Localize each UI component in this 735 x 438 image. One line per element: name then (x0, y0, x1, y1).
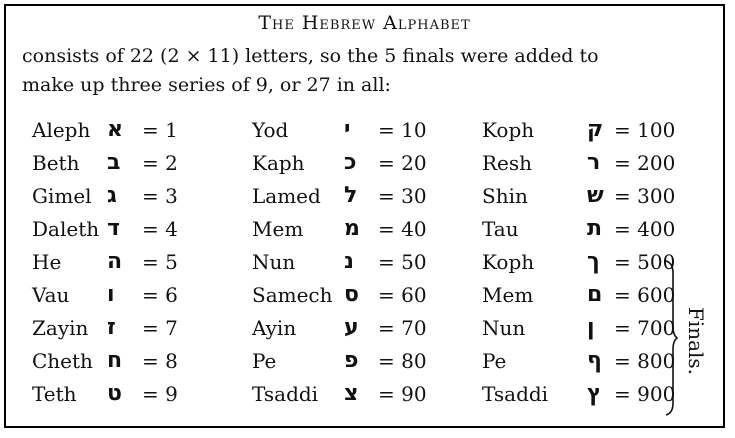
hebrew-letter-glyph: א (107, 117, 124, 142)
hebrew-letter-glyph: ט (107, 381, 122, 406)
letter-row (482, 147, 682, 180)
letter-name: Cheth (32, 349, 93, 373)
letter-value: = 600 (614, 283, 676, 307)
letter-value: = 700 (614, 316, 676, 340)
letter-name: Pe (252, 349, 277, 373)
letter-row (252, 114, 452, 147)
hebrew-letter-glyph: כ (344, 150, 357, 175)
letter-row (252, 246, 452, 279)
hebrew-letter-glyph: ג (107, 183, 117, 208)
page-frame (4, 4, 725, 428)
letter-value: = 50 (378, 250, 427, 274)
letter-row (252, 279, 452, 312)
letter-name: Daleth (32, 217, 100, 241)
letter-value: = 900 (614, 382, 676, 406)
letter-row (482, 213, 682, 246)
letter-name: Mem (482, 283, 534, 307)
letter-row (32, 213, 232, 246)
letter-value: = 90 (378, 382, 427, 406)
hebrew-letter-glyph: ד (107, 216, 120, 241)
letter-value: = 300 (614, 184, 676, 208)
letter-name: He (32, 250, 62, 274)
letter-value: = 3 (142, 184, 178, 208)
intro-line-1: consists of 22 (2 × 11) letters, so the 5 finals were added to (22, 45, 599, 67)
intro-text (22, 42, 717, 100)
letter-row (252, 378, 452, 411)
letter-value: = 5 (142, 250, 178, 274)
letter-row (482, 180, 682, 213)
hebrew-letter-glyph: י (344, 117, 351, 142)
letter-name: Vau (32, 283, 70, 307)
intro-line-2: make up three series of 9, or 27 in all: (22, 74, 391, 96)
letter-name: Nun (252, 250, 296, 274)
letter-row (482, 345, 682, 378)
letter-value: = 400 (614, 217, 676, 241)
hebrew-letter-glyph: ה (107, 249, 123, 274)
letter-value: = 60 (378, 283, 427, 307)
finals-label (676, 301, 716, 381)
hebrew-letter-glyph: מ (344, 216, 360, 241)
letter-value: = 2 (142, 151, 178, 175)
letter-name: Lamed (252, 184, 321, 208)
finals-label-text: Finals. (684, 306, 708, 376)
letter-value: = 200 (614, 151, 676, 175)
letter-name: Shin (482, 184, 528, 208)
letter-name: Mem (252, 217, 304, 241)
hebrew-letter-glyph: ת (587, 216, 603, 241)
hebrew-letter-glyph: ף (587, 348, 602, 373)
letter-value: = 70 (378, 316, 427, 340)
letter-value: = 4 (142, 217, 178, 241)
letter-name: Zayin (32, 316, 89, 340)
letter-row (482, 246, 682, 279)
hebrew-letter-glyph: ן (587, 315, 595, 340)
letter-name: Ayin (252, 316, 297, 340)
hebrew-letter-glyph: פ (344, 348, 359, 373)
letter-row (32, 180, 232, 213)
letter-value: = 30 (378, 184, 427, 208)
letter-name: Beth (32, 151, 80, 175)
letter-name: Kaph (252, 151, 305, 175)
letter-value: = 40 (378, 217, 427, 241)
page-title: The Hebrew Alphabet (258, 12, 471, 34)
letter-row (32, 345, 232, 378)
letter-name: Samech (252, 283, 333, 307)
letter-row (252, 312, 452, 345)
letter-name: Aleph (32, 118, 91, 142)
letter-value: = 1 (142, 118, 178, 142)
letter-name: Pe (482, 349, 507, 373)
hebrew-letter-glyph: ק (587, 117, 604, 142)
letter-name: Tsaddi (482, 382, 549, 406)
letter-row (482, 378, 682, 411)
hebrew-letter-glyph: ך (587, 249, 600, 274)
letter-row (252, 213, 452, 246)
letter-row (252, 180, 452, 213)
hebrew-letter-glyph: ו (107, 282, 115, 307)
letter-name: Yod (252, 118, 289, 142)
letter-name: Teth (32, 382, 77, 406)
letter-value: = 500 (614, 250, 676, 274)
hebrew-letter-glyph: ש (587, 183, 604, 208)
letter-value: = 10 (378, 118, 427, 142)
hebrew-letter-glyph: צ (344, 381, 359, 406)
letter-value: = 80 (378, 349, 427, 373)
hebrew-letter-glyph: ב (107, 150, 121, 175)
letter-name: Koph (482, 250, 535, 274)
letter-value: = 800 (614, 349, 676, 373)
hebrew-letter-glyph: ס (344, 282, 359, 307)
letter-row (482, 114, 682, 147)
letter-row (252, 345, 452, 378)
letter-row (482, 312, 682, 345)
letter-name: Tau (482, 217, 519, 241)
letter-value: = 8 (142, 349, 178, 373)
letter-row (32, 147, 232, 180)
hebrew-letter-glyph: ץ (587, 381, 602, 406)
letter-name: Koph (482, 118, 535, 142)
hebrew-letter-glyph: נ (344, 249, 354, 274)
letter-row (32, 279, 232, 312)
letter-row (482, 279, 682, 312)
letter-name: Tsaddi (252, 382, 319, 406)
letter-name: Nun (482, 316, 526, 340)
letter-value: = 20 (378, 151, 427, 175)
letter-name: Resh (482, 151, 533, 175)
letter-value: = 7 (142, 316, 178, 340)
letter-value: = 6 (142, 283, 178, 307)
letter-row (32, 312, 232, 345)
letter-row (32, 246, 232, 279)
hebrew-letter-glyph: ח (107, 348, 123, 373)
letter-value: = 9 (142, 382, 178, 406)
letter-value: = 100 (614, 118, 676, 142)
hebrew-letter-glyph: ם (587, 282, 603, 307)
letter-name: Gimel (32, 184, 92, 208)
hebrew-letter-glyph: ל (344, 183, 358, 208)
letter-row (32, 114, 232, 147)
hebrew-letter-glyph: ז (107, 315, 116, 340)
letter-row (32, 378, 232, 411)
letter-row (252, 147, 452, 180)
hebrew-letter-glyph: ר (587, 150, 601, 175)
hebrew-letter-glyph: ע (344, 315, 359, 340)
